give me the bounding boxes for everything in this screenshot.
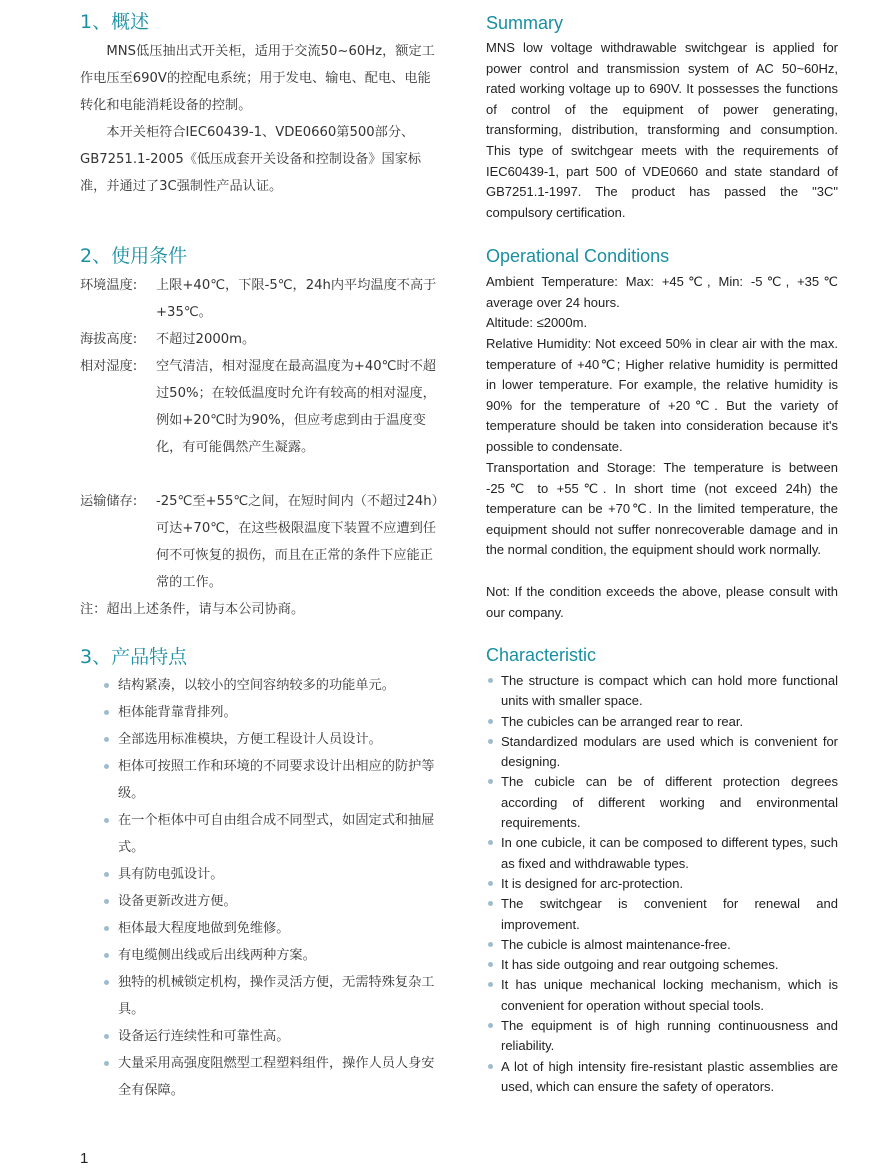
condition-label: 海拔高度: (80, 332, 138, 347)
bullet-dot-icon (104, 980, 109, 985)
conditions-heading-en: Operational Conditions (486, 246, 670, 266)
feature-item (80, 726, 442, 753)
summary-paragraph-1-cn: MNS低压抽出式开关柜，适用于交流50~60Hz，额定工作电压至690V的控配电系统；用于发电、输电、配电、电能转化和电能消耗设备的控制。 (80, 44, 435, 113)
features-list-cn (80, 672, 442, 1104)
condition-text: 不超过2000m。 (156, 332, 256, 347)
features-heading-cn: 3、产品特点 (80, 646, 188, 668)
feature-item (80, 1023, 442, 1050)
bullet-dot-icon (104, 818, 109, 823)
bullet-dot-icon (488, 678, 493, 683)
condition-text: -25℃至+55℃之间，在短时间内（不超过24h）可达+70℃，在这些极限温度下装置不应遭到任何不可恢复的损伤，而且在正常的条件下应能正常的工作。 (156, 494, 439, 590)
bullet-dot-icon (104, 1061, 109, 1066)
summary-heading-en: Summary (486, 13, 564, 33)
bullet-dot-icon (488, 901, 493, 906)
feature-item (486, 874, 838, 894)
bullet-dot-icon (488, 719, 493, 724)
features-heading-en: Characteristic (486, 645, 597, 665)
condition-text: 空气清洁，相对湿度在最高温度为+40℃时不超过50%；在较低温度时允许有较高的相对湿度，例如+20℃时为90%，但应考虑到由于温度变化，有可能偶然产生凝露。 (156, 359, 437, 455)
feature-text: 设备更新改进方便。 (118, 894, 237, 909)
feature-text: The switchgear is convenient for renewal and improvement. (501, 896, 838, 932)
feature-text: It is designed for arc-protection. (501, 875, 684, 891)
condition-label: 环境温度: (80, 278, 138, 293)
condition-humidity-en: Relative Humidity: Not exceed 50% in clear air with the max. temperature of +40℃; Higher relative humidity is permitted in lower temperature. For example, the relative humidity is 90% for the temperature of +20℃. But the variety of temperature should be taken into consideration because it's possible to condensate. (486, 336, 838, 454)
feature-text: 设备运行连续性和可靠性高。 (118, 1029, 290, 1044)
condition-label: 运输储存: (80, 494, 138, 509)
feature-text: 柜体能背靠背排列。 (118, 705, 237, 720)
feature-item (80, 672, 442, 699)
bullet-dot-icon (104, 683, 109, 688)
feature-item (80, 1050, 442, 1104)
bullet-dot-icon (488, 779, 493, 784)
feature-text: 独特的机械锁定机构，操作灵活方便，无需特殊复杂工具。 (118, 975, 435, 1017)
features-list-en (486, 671, 838, 1097)
feature-item (80, 861, 442, 888)
bullet-dot-icon (104, 764, 109, 769)
feature-item (486, 955, 838, 975)
condition-altitude-en: Altitude: ≤2000m. (486, 315, 588, 330)
bullet-dot-icon (104, 953, 109, 958)
bullet-dot-icon (488, 942, 493, 947)
bullet-dot-icon (104, 899, 109, 904)
feature-text: It has unique mechanical locking mechanism, which is convenient for operation without special tools. (501, 977, 838, 1013)
feature-text: 柜体最大程度地做到免维修。 (118, 921, 290, 936)
feature-item (80, 699, 442, 726)
bullet-dot-icon (488, 840, 493, 845)
feature-text: The structure is compact which can hold more functional units with smaller space. (501, 673, 838, 709)
feature-item (80, 915, 442, 942)
bullet-dot-icon (488, 962, 493, 967)
bullet-dot-icon (488, 1023, 493, 1028)
feature-text: The cubicle can be of different protection degrees according of different working and environmental requirements. (501, 774, 838, 831)
bullet-dot-icon (104, 872, 109, 877)
feature-text: A lot of high intensity fire-resistant plastic assemblies are used, which can ensure the safety of operators. (501, 1058, 838, 1094)
feature-item (486, 1016, 838, 1057)
conditions-note-en: Not: If the condition exceeds the above, please consult with our company. (486, 584, 838, 620)
feature-text: 柜体可按照工作和环境的不同要求设计出相应的防护等级。 (118, 759, 435, 801)
feature-item (486, 1057, 838, 1098)
bullet-dot-icon (488, 1064, 493, 1069)
feature-text: 在一个柜体中可自由组合成不同型式，如固定式和抽屉式。 (118, 813, 435, 855)
feature-text: 全部选用标准模块，方便工程设计人员设计。 (118, 732, 382, 747)
bullet-dot-icon (104, 926, 109, 931)
feature-item (80, 807, 442, 861)
feature-text: It has side outgoing and rear outgoing schemes. (501, 957, 779, 973)
feature-item (80, 753, 442, 807)
feature-item (80, 969, 442, 1023)
feature-item (80, 888, 442, 915)
bullet-dot-icon (488, 881, 493, 886)
feature-item (486, 671, 838, 712)
condition-label: 相对湿度: (80, 359, 138, 374)
bullet-dot-icon (104, 737, 109, 742)
summary-paragraph-en: MNS low voltage withdrawable switchgear is applied for power control and transmission system of AC 50~60Hz, rated working voltage up to 690V. It possesses the functions of control of the equipment of power generating, transforming, distribution, transforming and consumption. This type of switchgear meets with the requirements of IEC60439-1, part 500 of VDE0660 and state standard of GB7251.1-1997. The product has passed the "3C" compulsory certification. (486, 40, 838, 220)
summary-paragraph-2-cn: 本开关柜符合IEC60439-1、VDE0660第500部分、GB7251.1-2005《低压成套开关设备和控制设备》国家标准，并通过了3C强制性产品认证。 (80, 125, 422, 194)
condition-text: 上限+40℃，下限-5℃，24h内平均温度不高于+35℃。 (156, 278, 437, 320)
bullet-dot-icon (488, 739, 493, 744)
feature-text: The equipment is of high running continuousness and reliability. (501, 1018, 838, 1054)
feature-item (486, 894, 838, 935)
summary-heading-cn: 1、概述 (80, 11, 150, 33)
feature-item (486, 975, 838, 1016)
condition-ambient-temperature-en: Ambient Temperature: Max: +45℃, Min: -5℃, +35℃ average over 24 hours. (486, 274, 838, 310)
conditions-note-cn: 注：超出上述条件，请与本公司协商。 (80, 602, 305, 617)
feature-text: 有电缆侧出线或后出线两种方案。 (118, 948, 316, 963)
feature-text: 结构紧凑，以较小的空间容纳较多的功能单元。 (118, 678, 395, 693)
feature-item (486, 833, 838, 874)
feature-item (486, 712, 838, 732)
feature-text: 具有防电弧设计。 (118, 867, 224, 882)
feature-item (486, 732, 838, 773)
feature-text: The cubicle is almost maintenance-free. (501, 936, 731, 952)
feature-text: Standardized modulars are used which is convenient for designing. (501, 733, 838, 770)
conditions-heading-cn: 2、使用条件 (80, 245, 188, 267)
feature-item (486, 935, 838, 955)
feature-item (80, 942, 442, 969)
condition-transport-storage-en: Transportation and Storage: The temperature is between -25℃ to +55℃. In short time (not exceed 24h) the temperature can be +70℃. In the limited temperature, the equipment should not suffer nonrecoverable damage and in the normal condition, the equipment should work normally. (486, 460, 838, 558)
page-number: 1 (80, 1150, 89, 1167)
feature-text: In one cubicle, it can be composed to different types, such as fixed and withdrawable types. (501, 835, 838, 871)
bullet-dot-icon (488, 982, 493, 987)
feature-text: 大量采用高强度阻燃型工程塑料组件，操作人员人身安全有保障。 (118, 1056, 435, 1098)
bullet-dot-icon (104, 710, 109, 715)
bullet-dot-icon (104, 1034, 109, 1039)
feature-text: The cubicles can be arranged rear to rear. (501, 713, 744, 729)
feature-item (486, 772, 838, 833)
